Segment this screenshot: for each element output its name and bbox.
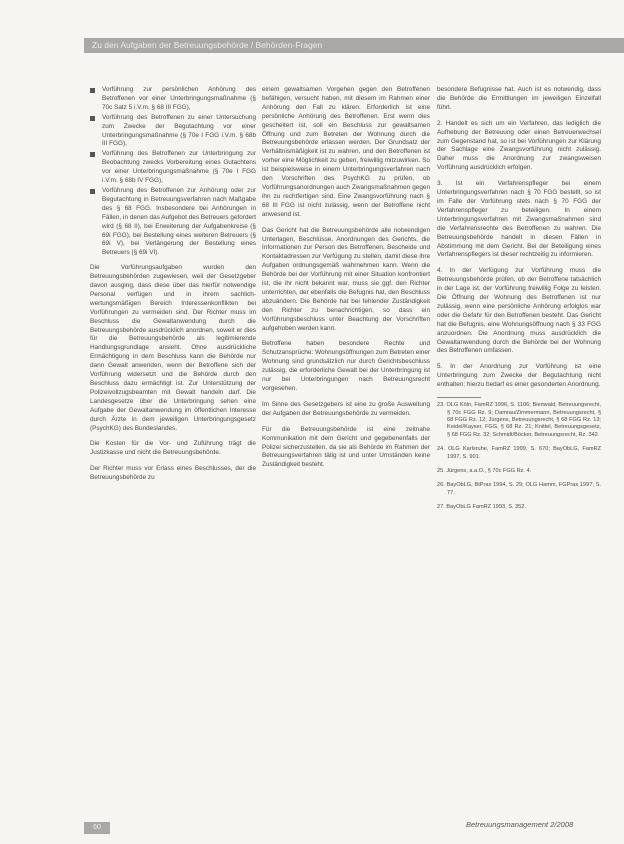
body-paragraph: Für die Betreuungsbehörde ist eine zeitnahe Kommunikation mit dem Gericht und gegebenenfalls der Polizei sicherzustellen, da sie als Behörde im Rahmen der Betreuungsverfahren tätig ist und unter Umständen keine Zuständigkeit besteht. (262, 425, 430, 469)
list-item: Vorführung des Betroffenen zu einer Untersuchung zum Zwecke der Begutachtung vor einer Unterbringungsmaßnahme (§ 70e I FGG i.V.m. § 68b III FGG), (90, 114, 256, 150)
footnote: 27. BayObLG FamRZ 1993, S. 352. (437, 504, 526, 511)
body-paragraph: 4. In der Verfügung zur Vorführung muss die Betreuungsbehörde prüfen, ob der Betroffene tatsächlich in der Lage ist, der Vorführung freiwillig Folge zu leisten. Die Öffnung der Wohnung des Betroffenen ist nur zulässig, wenn eine persönliche Anhörung erfolglos war oder die Gefahr für den Betroffenen besteht. Das Gericht hat die Befugnis, eine Wohnungsöffnung nach § 33 FGG anzuordnen. Die Anordnung muss ausdrücklich die Gewaltanwendung durch die Behörde bei der Wohnung des Betroffenen umfassen. (437, 267, 601, 355)
footnote: 26. BayObLG, BtPrax 1994, S. 29; OLG Hamm, FGPrax 1997, S. 77. (437, 482, 601, 496)
running-title: Zu den Aufgaben der Betreuungsbehörde / Behörden-Fragen (92, 40, 323, 50)
footnote: 24. OLG Karlsruhe, FamRZ 1999, S. 670; BayObLG, FamRZ 1997, S. 901. (437, 446, 601, 460)
text-column-left (90, 86, 256, 490)
square-bullet-icon (90, 88, 95, 93)
body-paragraph: Im Sinne des Gesetzgebers ist eine zu große Ausweitung der Aufgaben der Betreuungsbehörde zu vermeiden. (262, 400, 430, 417)
body-paragraph: einem gewaltsamen Vorgehen gegen den Betroffenen befähigen, versucht haben, mit diesem im Rahmen einer Anhörung den Fall zu klären. Erforderlich ist eine persönliche Anhörung des Betroffenen. Erst wenn dies gescheitert ist, soll ein Beschluss zur gewaltsamen Öffnung und zum Betreten der Wohnung durch die Betreuungsbehörde erlassen werden. Der Grundsatz der Verhältnismäßigkeit ist zu wahren, und den Betroffenen ist vorher eine Möglichkeit zu geben, freiwillig mitzuwirken. So ist beispielsweise in einem Unterbringungsverfahren nach den Vorschriften des PsychKG zu prüfen, ob Vorführungsanordnungen auch Zwangsmaßnahmen gegen ihn zu rechtfertigen sind. Eine Zwangsvorführung nach § 68 III FGG ist nicht zulässig, wenn der Betroffene nicht anwesend ist. (262, 86, 430, 218)
footnote: 25. Jürgens, a.a.O., § 70c FGG Rz. 4. (437, 467, 532, 474)
body-paragraph: Der Richter muss vor Erlass eines Beschlusses, der die Betreuungsbehörde zu (90, 465, 256, 482)
bullet-list (90, 86, 256, 258)
text-column-right (437, 86, 601, 519)
body-paragraph: Das Gericht hat die Betreuungsbehörde alle notwendigen Unterlagen, Beschlüsse, Anordnungen des Gerichts, die Informationen zur Person des Betroffenen, Bescheide und Kontaktadressen zur Verfügung zu stellen, damit diese ihre Aufgaben ordnungsgemäß wahrnehmen kann. Wenn die Behörde bei der Vorführung mit einer Situation konfrontiert ist, die ihr nicht bekannt war, muss sie ggf. den Richter unterrichten, der ebenfalls die Befugnis hat, den Beschluss abzuändern. Die Behörde hat bei fehlender Zuständigkeit den Richter zu benachrichtigen, so dass ein Vorführungsbeschluss unter Beachtung der Vorschriften aufgehoben werden kann. (262, 226, 430, 332)
list-item: Vorführung zur persönlichen Anhörung des Betroffenen vor einer Unterbringungsmaßnahme (§ 70c Satz 5 i.V.m. § 68 III FGG), (90, 86, 256, 113)
square-bullet-icon (90, 189, 95, 194)
body-paragraph: 5. In der Anordnung zur Vorführung ist eine Unterbringung zum Zwecke der Begutachtung nicht enthalten; hierzu bedarf es einer gesonderten Anordnung. (437, 363, 601, 389)
body-paragraph: 3. Ist ein Verfahrenspfleger bei einem Unterbringungsverfahren nach § 70 FGG bestellt, so ist im Falle der Vorführung stets nach § 70 FGG der Verfahrenspfleger zu beteiligen. In einem Unterbringungsverfahren mit Zwangsmaßnahmen sind die Verfahrensrechte des Betroffenen zu wahren. Die Betreuungsbehörde handelt in diesen Fällen in Abstimmung mit dem Gericht. Bei der Beteiligung eines Verfahrenspflegers ist dieser rechtzeitig zu informieren. (437, 180, 601, 259)
body-paragraph: Die Kosten für die Vor- und Zuführung trägt die Justizkasse und nicht die Betreuungsbehörde. (90, 440, 256, 457)
body-paragraph: 2. Handelt es sich um ein Verfahren, das lediglich die Aufhebung der Betreuung oder einen Betreuerwechsel zum Gegenstand hat, so ist bei Vorführungen zur Klärung der Sachlage eine Zwangsvorführung nicht zulässig. Daher muss die Anordnung zur zwangsweisen Vorführung ausdrücklich erfolgen. (437, 119, 601, 172)
body-paragraph: Betroffene haben besondere Rechte und Schutzansprüche: Wohnungsöffnungen zum Betreten einer Wohnung sind grundsätzlich nur durch Gerichtsbeschluss zulässig, die erforderliche Gewalt bei der Unterbringung ist nur bei Unterbringungen nach Betreuungsrecht vorgesehen. (262, 340, 430, 392)
square-bullet-icon (90, 116, 95, 121)
text-column-middle (262, 86, 430, 477)
footnote: 23. OLG Köln, FamRZ 1996, S. 1106; Bienwald, Betreuungsrecht, § 70c FGG Rz. 9; Damrau/Zimmermann, Betreuungsrecht, § 68 FGG Rz. 12; Jürgens, Betreuungsrecht, § 68 FGG Rz. 13; Keidel/Kayser, FGG, § 68 Rz. 21; Knittel, Betreuungsgesetz, § 68 FGG Rz. 32; Schmidt/Böcker, Betreuungsrecht, Rz. 342. (437, 402, 601, 438)
running-header (84, 38, 624, 53)
list-item: Vorführung des Betroffenen zur Anhörung oder zur Begutachtung in Betreuungsverfahren nach Maßgabe des § 68 FGG. Insbesondere bei Anhörungen in Fällen, in denen das Aufgebot des Betreuers gefordert wird (§ 68 II), bei Erweiterung der Aufgabenkreise (§ 69i FGG), bei Bestellung eines weiteren Betreuers (§ 69i V), bei Verlängerung der Bestellung eines Betreuers (§ 69i VI). (90, 187, 256, 258)
body-paragraph: Die Vorführungsaufgaben wurden den Betreuungsbehörden zugewiesen, weil der Gesetzgeber davon ausging, dass diese über das hierfür notwendige Personal verfügen und in ihrem sachlich-wertungsmäßigen Bereich Interessenkonflikten bei Vorführungen zu vermeiden sind. Der Richter muss im Beschluss die Gewaltanwendung durch die Betreuungsbehörde ausdrücklich anordnen, soweit er dies für die Betreuungsbehörde als legitimierende Handlungsgrundlage ansieht. Ohne ausdrückliche Ermächtigung in dem Beschluss kann die Behörde nur dann Gewalt anwenden, wenn der Betroffene sich der Vorführung widersetzt und die Behörde durch den Beschluss dazu ermächtigt ist. Zur Unterstützung der Polizeivollzugsbeamten mit Gewalt handeln darf. Die Landesgesetze über die Unterbringung sehen eine Aufgabe der Gewaltanwendung im öffentlichen Interesse durch Ärzte in dem jeweiligen Unterbringungsgesetz (PsychKG) des Bundeslandes. (90, 264, 256, 432)
page-number: 60 (84, 822, 110, 834)
body-paragraph: besondere Befugnisse hat. Auch ist es notwendig, dass die Behörde die Ermittlungen im jeweiligen Einzelfall führt. (437, 86, 601, 111)
journal-name: Betreuungsmanagement 2/2008 (466, 820, 574, 829)
footnote-divider (437, 397, 481, 398)
square-bullet-icon (90, 152, 95, 157)
list-item: Vorführung des Betroffenen zur Unterbringung zur Beobachtung zwecks Vorbereitung eines Gutachtens vor einer Unterbringungsmaßnahme (§ 70e I FGG i.V.m. § 68b IV FGG), (90, 150, 256, 186)
